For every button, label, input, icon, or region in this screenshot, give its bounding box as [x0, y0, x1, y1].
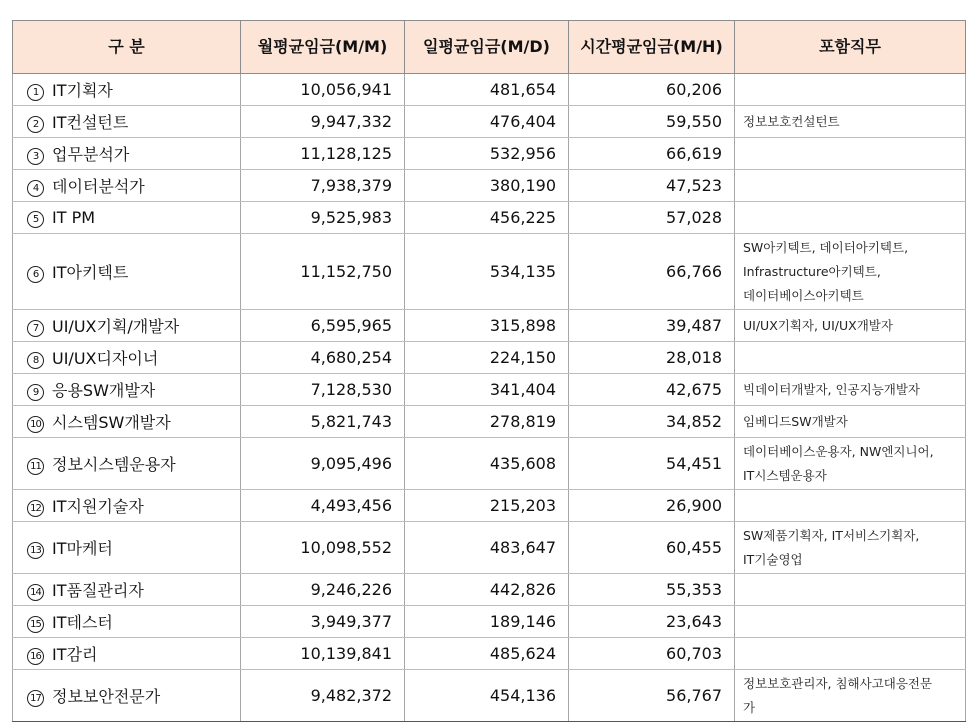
daily-wage-cell: [405, 170, 569, 202]
hourly-wage-cell: [569, 234, 735, 310]
category-cell: [13, 202, 241, 234]
category-cell: [13, 170, 241, 202]
monthly-wage: 9,947,332: [310, 112, 392, 131]
row-number: 5: [27, 211, 44, 228]
hourly-wage: 23,643: [666, 612, 722, 631]
hourly-wage: 57,028: [666, 208, 722, 227]
table-row: [13, 138, 966, 170]
daily-wage: 380,190: [489, 176, 556, 195]
hourly-wage: 60,703: [666, 644, 722, 663]
table-row: [13, 406, 966, 438]
included-role-line: 빅데이터개발자, 인공지능개발자: [743, 381, 920, 397]
hourly-wage-cell: [569, 342, 735, 374]
monthly-wage-cell: [241, 670, 405, 722]
daily-wage: 532,956: [489, 144, 556, 163]
daily-wage-cell: [405, 522, 569, 574]
included-roles-cell: [735, 574, 966, 606]
included-roles-cell: [735, 490, 966, 522]
hourly-wage: 56,767: [666, 686, 722, 705]
hourly-wage-cell: [569, 202, 735, 234]
table-body: [13, 74, 966, 722]
daily-wage: 456,225: [489, 208, 556, 227]
monthly-wage-cell: [241, 638, 405, 670]
included-role-line: SW아키텍트, 데이터아키텍트,: [743, 239, 909, 255]
category-cell: [13, 438, 241, 490]
table-row: [13, 638, 966, 670]
daily-wage: 483,647: [489, 538, 556, 557]
daily-wage: 442,826: [489, 580, 556, 599]
row-number: 16: [27, 648, 44, 665]
wage-table-container: [12, 20, 966, 722]
row-number: 2: [27, 116, 44, 133]
included-roles-cell: [735, 170, 966, 202]
daily-wage-cell: [405, 490, 569, 522]
hourly-wage-cell: [569, 522, 735, 574]
category-cell: [13, 406, 241, 438]
monthly-wage: 7,938,379: [310, 176, 392, 195]
hourly-wage: 39,487: [666, 316, 722, 335]
category-cell: [13, 106, 241, 138]
job-name: 응용SW개발자: [52, 381, 156, 400]
category-cell: [13, 342, 241, 374]
hourly-wage-cell: [569, 374, 735, 406]
hourly-wage: 34,852: [666, 412, 722, 431]
hourly-wage: 59,550: [666, 112, 722, 131]
hourly-wage: 60,455: [666, 538, 722, 557]
header-daily-wage: 일평균임금(M/D): [405, 21, 569, 74]
included-roles-cell: [735, 522, 966, 574]
table-row: [13, 74, 966, 106]
daily-wage-cell: [405, 374, 569, 406]
header-category: 구 분: [13, 21, 241, 74]
hourly-wage: 28,018: [666, 348, 722, 367]
monthly-wage-cell: [241, 106, 405, 138]
daily-wage: 435,608: [489, 454, 556, 473]
included-roles-cell: [735, 234, 966, 310]
included-role-line: 가: [743, 699, 756, 715]
job-name: UI/UX디자이너: [52, 349, 159, 368]
included-role-line: IT시스템운용자: [743, 467, 827, 483]
row-number: 12: [27, 500, 44, 517]
category-cell: [13, 574, 241, 606]
monthly-wage: 9,095,496: [310, 454, 392, 473]
category-cell: [13, 522, 241, 574]
included-role-line: 데이터베이스아키텍트: [743, 287, 864, 303]
job-name: IT컨설턴트: [52, 113, 129, 132]
job-name: IT아키텍트: [52, 263, 129, 282]
table-row: [13, 310, 966, 342]
row-number: 4: [27, 180, 44, 197]
table-row: [13, 374, 966, 406]
daily-wage: 224,150: [489, 348, 556, 367]
monthly-wage: 10,056,941: [300, 80, 392, 99]
wage-table: [12, 20, 966, 722]
monthly-wage: 7,128,530: [310, 380, 392, 399]
monthly-wage: 9,482,372: [310, 686, 392, 705]
monthly-wage-cell: [241, 574, 405, 606]
row-number: 17: [27, 690, 44, 707]
monthly-wage: 10,139,841: [300, 644, 392, 663]
category-cell: [13, 374, 241, 406]
included-roles-cell: [735, 638, 966, 670]
header-included-roles: 포함직무: [735, 21, 966, 74]
included-role-line: 데이터베이스운용자, NW엔지니어,: [743, 443, 934, 459]
category-cell: [13, 234, 241, 310]
monthly-wage-cell: [241, 138, 405, 170]
hourly-wage: 47,523: [666, 176, 722, 195]
table-row: [13, 202, 966, 234]
monthly-wage-cell: [241, 406, 405, 438]
daily-wage: 315,898: [489, 316, 556, 335]
monthly-wage-cell: [241, 74, 405, 106]
job-name: IT기획자: [52, 81, 113, 100]
daily-wage-cell: [405, 106, 569, 138]
monthly-wage: 4,493,456: [310, 496, 392, 515]
job-name: 정보보안전문가: [52, 687, 161, 706]
table-row: [13, 522, 966, 574]
included-role-line: 정보보호관리자, 침해사고대응전문: [743, 675, 933, 691]
hourly-wage-cell: [569, 170, 735, 202]
category-cell: [13, 670, 241, 722]
monthly-wage: 9,246,226: [310, 580, 392, 599]
job-name: 업무분석가: [52, 145, 130, 164]
category-cell: [13, 606, 241, 638]
row-number: 13: [27, 542, 44, 559]
monthly-wage-cell: [241, 170, 405, 202]
row-number: 11: [27, 458, 44, 475]
included-roles-cell: [735, 106, 966, 138]
table-row: [13, 670, 966, 722]
daily-wage-cell: [405, 438, 569, 490]
included-roles-cell: [735, 138, 966, 170]
hourly-wage-cell: [569, 490, 735, 522]
hourly-wage-cell: [569, 574, 735, 606]
included-role-line: 정보보호컨설턴트: [743, 113, 840, 129]
monthly-wage: 9,525,983: [310, 208, 392, 227]
hourly-wage-cell: [569, 138, 735, 170]
daily-wage: 278,819: [489, 412, 556, 431]
hourly-wage-cell: [569, 310, 735, 342]
category-cell: [13, 490, 241, 522]
hourly-wage-cell: [569, 638, 735, 670]
hourly-wage: 54,451: [666, 454, 722, 473]
hourly-wage: 66,766: [666, 262, 722, 281]
job-name: IT지원기술자: [52, 497, 144, 516]
hourly-wage-cell: [569, 74, 735, 106]
job-name: IT마케터: [52, 539, 113, 558]
included-role-line: SW제품기획자, IT서비스기획자,: [743, 527, 920, 543]
daily-wage: 481,654: [489, 80, 556, 99]
included-roles-cell: [735, 406, 966, 438]
monthly-wage-cell: [241, 342, 405, 374]
daily-wage: 476,404: [489, 112, 556, 131]
hourly-wage-cell: [569, 406, 735, 438]
daily-wage: 454,136: [489, 686, 556, 705]
daily-wage-cell: [405, 574, 569, 606]
hourly-wage-cell: [569, 670, 735, 722]
included-roles-cell: [735, 342, 966, 374]
daily-wage-cell: [405, 606, 569, 638]
hourly-wage: 26,900: [666, 496, 722, 515]
monthly-wage: 4,680,254: [310, 348, 392, 367]
hourly-wage-cell: [569, 438, 735, 490]
monthly-wage-cell: [241, 234, 405, 310]
category-cell: [13, 310, 241, 342]
header-row: [13, 21, 966, 74]
category-cell: [13, 74, 241, 106]
row-number: 3: [27, 148, 44, 165]
included-role-line: UI/UX기획자, UI/UX개발자: [743, 317, 893, 333]
job-name: IT품질관리자: [52, 581, 144, 600]
table-row: [13, 574, 966, 606]
table-row: [13, 170, 966, 202]
included-roles-cell: [735, 374, 966, 406]
daily-wage: 534,135: [489, 262, 556, 281]
category-cell: [13, 638, 241, 670]
table-row: [13, 106, 966, 138]
row-number: 7: [27, 320, 44, 337]
hourly-wage-cell: [569, 606, 735, 638]
daily-wage-cell: [405, 234, 569, 310]
daily-wage: 189,146: [489, 612, 556, 631]
daily-wage-cell: [405, 202, 569, 234]
monthly-wage-cell: [241, 310, 405, 342]
monthly-wage: 11,128,125: [300, 144, 392, 163]
monthly-wage-cell: [241, 202, 405, 234]
daily-wage: 215,203: [489, 496, 556, 515]
included-roles-cell: [735, 310, 966, 342]
monthly-wage-cell: [241, 490, 405, 522]
job-name: IT PM: [52, 207, 96, 227]
monthly-wage-cell: [241, 374, 405, 406]
row-number: 1: [27, 84, 44, 101]
monthly-wage-cell: [241, 606, 405, 638]
row-number: 15: [27, 616, 44, 633]
hourly-wage-cell: [569, 106, 735, 138]
job-name: IT감리: [52, 645, 98, 664]
row-number: 6: [27, 266, 44, 283]
daily-wage-cell: [405, 342, 569, 374]
daily-wage-cell: [405, 638, 569, 670]
monthly-wage: 11,152,750: [300, 262, 392, 281]
table-row: [13, 234, 966, 310]
included-roles-cell: [735, 202, 966, 234]
row-number: 8: [27, 352, 44, 369]
header-monthly-wage: 월평균임금(M/M): [241, 21, 405, 74]
daily-wage: 485,624: [489, 644, 556, 663]
table-row: [13, 438, 966, 490]
monthly-wage-cell: [241, 438, 405, 490]
daily-wage-cell: [405, 670, 569, 722]
monthly-wage: 6,595,965: [310, 316, 392, 335]
daily-wage-cell: [405, 406, 569, 438]
row-number: 14: [27, 584, 44, 601]
daily-wage-cell: [405, 74, 569, 106]
included-roles-cell: [735, 670, 966, 722]
monthly-wage-cell: [241, 522, 405, 574]
table-row: [13, 606, 966, 638]
table-row: [13, 490, 966, 522]
included-role-line: Infrastructure아키텍트,: [743, 263, 881, 279]
hourly-wage: 42,675: [666, 380, 722, 399]
hourly-wage: 55,353: [666, 580, 722, 599]
job-name: 정보시스템운용자: [52, 455, 176, 474]
daily-wage: 341,404: [489, 380, 556, 399]
table-row: [13, 342, 966, 374]
included-roles-cell: [735, 606, 966, 638]
included-roles-cell: [735, 74, 966, 106]
monthly-wage: 10,098,552: [300, 538, 392, 557]
daily-wage-cell: [405, 138, 569, 170]
monthly-wage: 5,821,743: [310, 412, 392, 431]
included-role-line: 임베디드SW개발자: [743, 413, 848, 429]
job-name: 데이터분석가: [52, 177, 145, 196]
hourly-wage: 60,206: [666, 80, 722, 99]
hourly-wage: 66,619: [666, 144, 722, 163]
daily-wage-cell: [405, 310, 569, 342]
header-hourly-wage: 시간평균임금(M/H): [569, 21, 735, 74]
row-number: 10: [27, 416, 44, 433]
job-name: 시스템SW개발자: [52, 413, 171, 432]
included-roles-cell: [735, 438, 966, 490]
job-name: IT테스터: [52, 613, 113, 632]
monthly-wage: 3,949,377: [310, 612, 392, 631]
category-cell: [13, 138, 241, 170]
included-role-line: IT기술영업: [743, 551, 803, 567]
row-number: 9: [27, 384, 44, 401]
job-name: UI/UX기획/개발자: [52, 317, 180, 336]
